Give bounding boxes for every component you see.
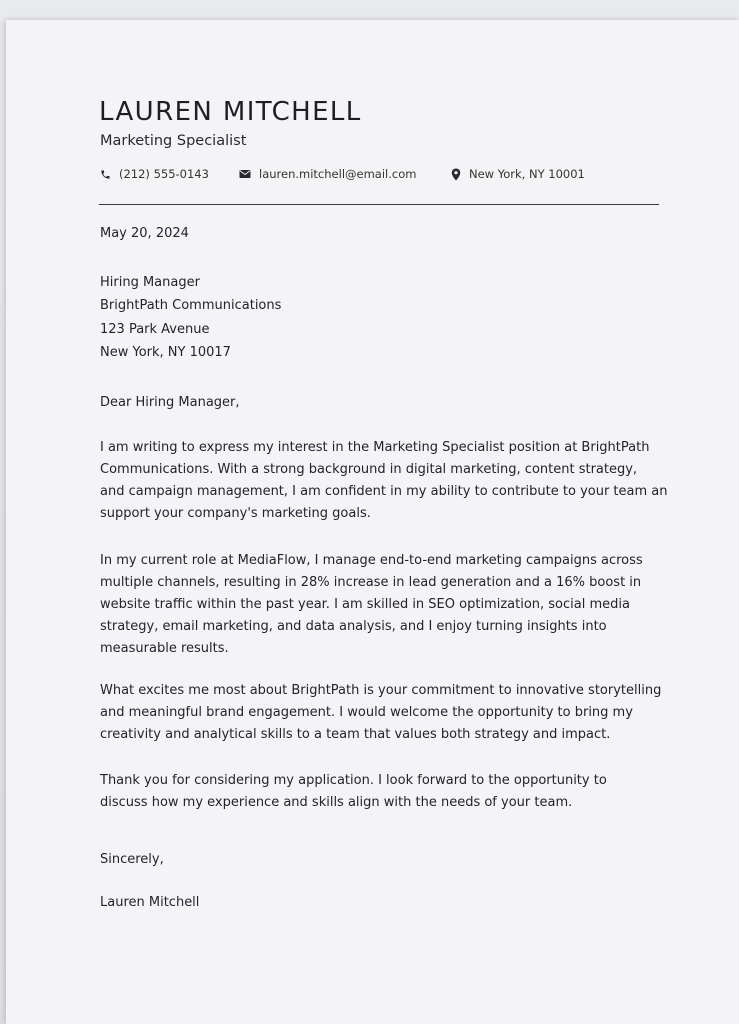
paragraph-line: and campaign management, I am confident in my ability to contribute to your team an <box>100 484 668 499</box>
paragraph-experience <box>100 550 660 660</box>
contact-info-row <box>100 167 660 183</box>
contact-location <box>451 167 585 181</box>
paragraph-line: Communications. With a strong background in digital marketing, content strategy, <box>100 462 638 477</box>
paragraph-closing <box>100 770 660 814</box>
paragraph-line: In my current role at MediaFlow, I manage end-to-end marketing campaigns across <box>100 553 643 568</box>
salutation: Dear Hiring Manager, <box>100 395 240 410</box>
recipient-line: 123 Park Avenue <box>100 321 210 337</box>
paragraph-intro <box>100 437 668 525</box>
map-pin-icon <box>451 168 461 181</box>
paragraph-line: strategy, email marketing, and data analysis, and I enjoy turning insights into <box>100 619 607 634</box>
closing-phrase: Sincerely, <box>100 852 164 867</box>
recipient-line: BrightPath Communications <box>100 298 282 314</box>
applicant-name: LAUREN MITCHELL <box>99 97 362 127</box>
paragraph-line: What excites me most about BrightPath is your commitment to innovative storytelling <box>100 683 662 698</box>
paragraph-line: Thank you for considering my application. I look forward to the opportunity to <box>100 773 607 788</box>
paragraph-line: website traffic within the past year. I am skilled in SEO optimization, social media <box>100 597 630 612</box>
location-text: New York, NY 10001 <box>469 167 585 181</box>
paragraph-line: and meaningful brand engagement. I would welcome the opportunity to bring my <box>100 705 633 720</box>
paragraph-line: multiple channels, resulting in 28% increase in lead generation and a 16% boost in <box>100 575 642 590</box>
letter-date: May 20, 2024 <box>100 226 189 241</box>
contact-email <box>239 167 416 181</box>
paragraph-line: measurable results. <box>100 641 229 656</box>
phone-number: (212) 555-0143 <box>119 167 209 181</box>
signature-name: Lauren Mitchell <box>100 895 200 910</box>
recipient-address <box>100 271 660 364</box>
recipient-line: Hiring Manager <box>100 275 200 290</box>
header-divider <box>99 204 659 205</box>
email-address: lauren.mitchell@email.com <box>259 167 417 181</box>
phone-icon <box>100 169 111 180</box>
recipient-line: New York, NY 10017 <box>100 344 231 360</box>
envelope-icon <box>239 169 251 179</box>
contact-phone <box>100 167 209 181</box>
applicant-title: Marketing Specialist <box>100 133 247 149</box>
paragraph-line: support your company's marketing goals. <box>100 506 371 521</box>
paragraph-line: creativity and analytical skills to a team that values both strategy and impact. <box>100 727 611 742</box>
paragraph-line: I am writing to express my interest in the Marketing Specialist position at BrightPath <box>100 440 650 455</box>
paragraph-line: discuss how my experience and skills align with the needs of your team. <box>100 795 573 810</box>
paragraph-motivation <box>100 680 660 746</box>
cover-letter-page <box>6 20 739 1024</box>
